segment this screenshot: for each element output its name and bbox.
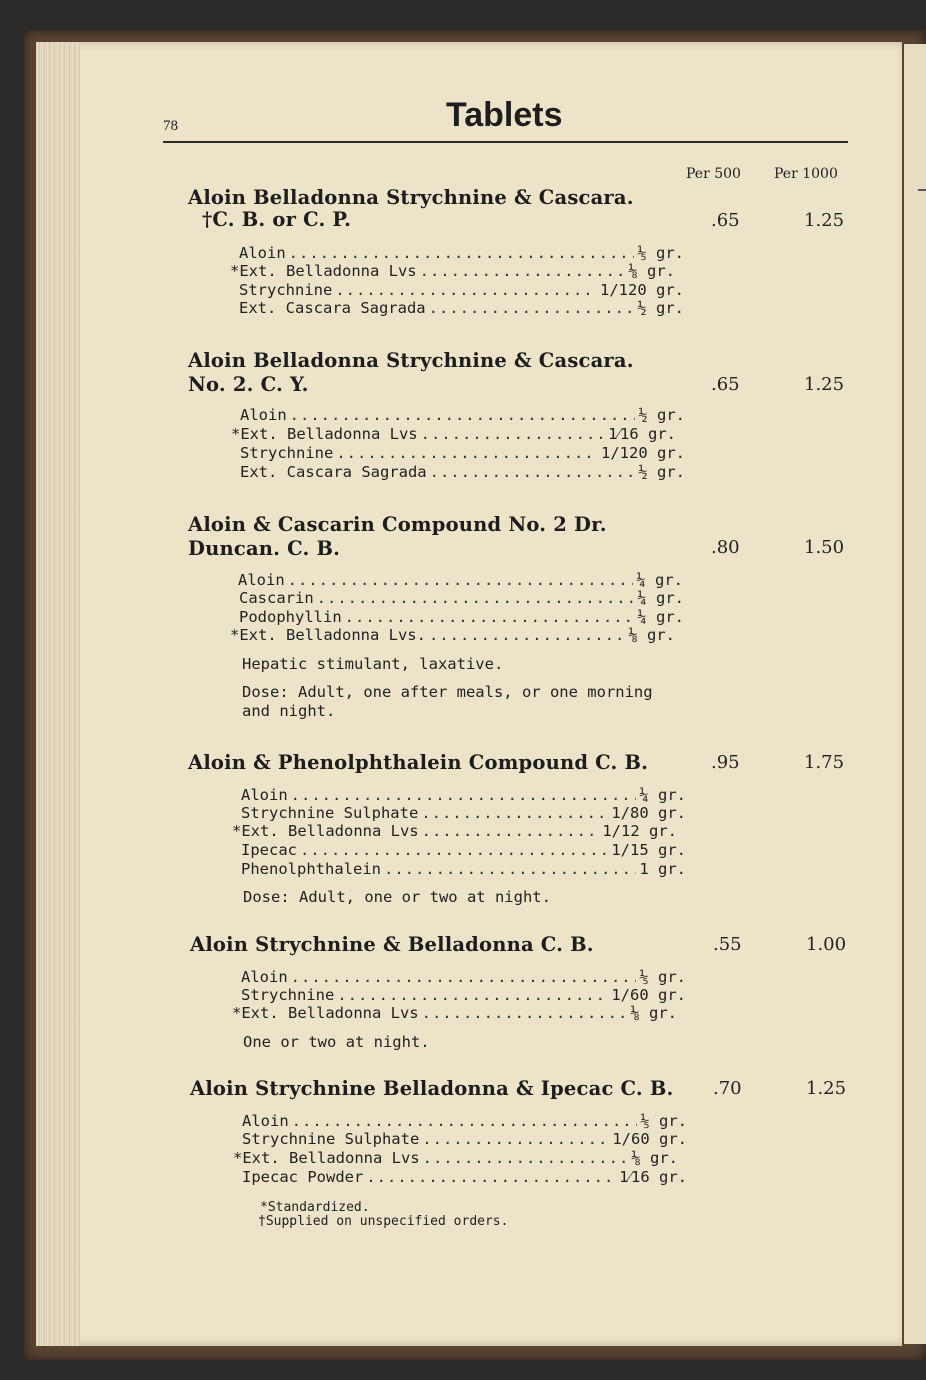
- item-note: One or two at night.: [243, 1033, 430, 1051]
- page-title: Tablets: [446, 96, 563, 134]
- ingredient-row: [230, 262, 675, 280]
- ingredient-name: *Ext. Belladonna Lvs.: [230, 626, 426, 644]
- ingredient-name: Ext. Cascara Sagrada: [239, 299, 426, 317]
- price-per-500: .65: [711, 374, 740, 395]
- ingredient-row: [232, 822, 677, 840]
- column-header-per-1000: Per 1000: [774, 166, 838, 182]
- ingredient-qty: 1/12 gr.: [602, 822, 677, 840]
- item-title: Aloin Belladonna Strychnine & Cascara.: [188, 349, 634, 372]
- ingredient-row: [241, 986, 686, 1004]
- ingredient-row: [241, 786, 686, 804]
- item-note: Hepatic stimulant, laxative.: [242, 655, 504, 673]
- item-title-line2: No. 2. C. Y.: [188, 373, 309, 396]
- price-per-500: .70: [713, 1078, 742, 1099]
- ingredient-row: [239, 608, 684, 626]
- item-title: Aloin Strychnine & Belladonna C. B.: [190, 933, 594, 956]
- ingredient-qty: ½ gr.: [638, 463, 685, 481]
- ingredient-row: [239, 244, 684, 262]
- ingredient-qty: ⅛ gr.: [631, 1149, 678, 1167]
- ingredient-name: Cascarin: [239, 589, 314, 607]
- ingredient-name: Ipecac: [241, 841, 297, 859]
- ingredient-name: Aloin: [241, 968, 288, 986]
- ingredient-name: Strychnine Sulphate: [242, 1130, 420, 1148]
- facing-page-rule: [918, 189, 926, 191]
- column-header-per-500: Per 500: [686, 166, 741, 182]
- ingredient-qty: 1 gr.: [639, 860, 686, 878]
- ingredient-row: [230, 626, 675, 644]
- ingredient-row: [241, 968, 686, 986]
- ingredient-qty: 1/60 gr.: [612, 1130, 687, 1148]
- ingredient-qty: ½ gr.: [637, 299, 684, 317]
- ingredient-name: Aloin: [242, 1112, 289, 1130]
- ingredient-name: *Ext. Belladonna Lvs: [232, 822, 419, 840]
- item-title: Aloin & Phenolphthalein Compound C. B.: [188, 751, 649, 774]
- ingredient-row: [239, 299, 684, 317]
- ingredient-qty: 1/120 gr.: [601, 444, 685, 462]
- ingredient-name: Strychnine: [239, 281, 333, 299]
- ingredient-qty: ⅕ gr.: [640, 1112, 687, 1130]
- ingredient-row: [231, 425, 676, 444]
- ingredient-qty: ⅛ gr.: [628, 262, 675, 280]
- ingredient-row: [241, 860, 686, 878]
- ingredient-name: Phenolphthalein: [241, 860, 381, 878]
- ingredient-name: Strychnine Sulphate: [241, 804, 419, 822]
- ingredient-qty: ¼ gr.: [639, 786, 686, 804]
- item-title-line2: Duncan. C. B.: [188, 537, 341, 560]
- ingredient-name: Aloin: [238, 571, 285, 589]
- ingredient-name: Podophyllin: [239, 608, 342, 626]
- ingredient-qty: 1/120 gr.: [600, 281, 684, 299]
- item-title: Aloin Belladonna Strychnine & Cascara.: [188, 186, 634, 209]
- price-per-1000: 1.25: [804, 210, 845, 231]
- price-per-1000: 1.25: [806, 1078, 847, 1099]
- item-note-dose: Dose: Adult, one or two at night.: [243, 888, 551, 906]
- ingredient-name: *Ext. Belladonna Lvs: [231, 425, 418, 443]
- price-per-500: .65: [711, 210, 740, 231]
- price-per-500: .55: [713, 934, 742, 955]
- page-gutter: [36, 42, 80, 1346]
- item-note-dose: Dose: Adult, one after meals, or one morning and night.: [242, 683, 653, 720]
- ingredient-name: Ext. Cascara Sagrada: [240, 463, 427, 481]
- ingredient-qty: 1⁄16 gr.: [619, 1168, 687, 1186]
- ingredient-qty: 1/80 gr.: [611, 804, 686, 822]
- ingredient-name: *Ext. Belladonna Lvs: [232, 1004, 419, 1022]
- ingredient-qty: 1/60 gr.: [611, 986, 686, 1004]
- ingredient-row: [240, 444, 685, 462]
- ingredient-qty: ⅛ gr.: [630, 1004, 677, 1022]
- ingredient-qty: ¼ gr.: [636, 571, 683, 589]
- price-per-500: .95: [711, 752, 740, 773]
- item-title: Aloin Strychnine Belladonna & Ipecac C. B.: [190, 1077, 674, 1100]
- ingredient-name: *Ext. Belladonna Lvs: [233, 1149, 420, 1167]
- facing-page-edge: [904, 44, 926, 1344]
- price-per-500: .80: [711, 537, 740, 558]
- ingredient-qty: 1/15 gr.: [611, 841, 686, 859]
- ingredient-qty: ⅛ gr.: [628, 626, 675, 644]
- ingredient-row: [242, 1168, 687, 1187]
- ingredient-name: Aloin: [239, 244, 286, 262]
- ingredient-name: Aloin: [240, 406, 287, 424]
- ingredient-qty: ½ gr.: [638, 406, 685, 424]
- ingredient-name: *Ext. Belladonna Lvs: [230, 262, 417, 280]
- ingredient-row: [232, 1004, 677, 1022]
- ingredient-row: [239, 281, 684, 299]
- ingredient-row: [242, 1130, 687, 1148]
- ingredient-qty: ¼ gr.: [637, 608, 684, 626]
- ingredient-row: [241, 804, 686, 822]
- footnote-supplied: †Supplied on unspecified orders.: [258, 1214, 509, 1229]
- ingredient-row: [242, 1112, 687, 1130]
- price-per-1000: 1.00: [806, 934, 847, 955]
- price-per-1000: 1.75: [804, 752, 845, 773]
- ingredient-name: Ipecac Powder: [242, 1168, 364, 1186]
- ingredient-name: Strychnine: [240, 444, 334, 462]
- ingredient-row: [240, 406, 685, 424]
- footnote-standardized: *Standardized.: [260, 1200, 370, 1215]
- ingredient-row: [241, 841, 686, 859]
- ingredient-qty: ⅕ gr.: [639, 968, 686, 986]
- price-per-1000: 1.50: [804, 537, 845, 558]
- page-number: 78: [163, 118, 178, 134]
- ingredient-qty: ⅕ gr.: [637, 244, 684, 262]
- ingredient-qty: 1⁄16 gr.: [608, 425, 676, 443]
- ingredient-row: [238, 571, 683, 589]
- header-rule: [163, 141, 848, 143]
- ingredient-name: Strychnine: [241, 986, 335, 1004]
- item-title: Aloin & Cascarin Compound No. 2 Dr.: [188, 513, 607, 536]
- item-title-line2: †C. B. or C. P.: [202, 208, 352, 231]
- ingredient-row: [233, 1149, 678, 1167]
- ingredient-name: Aloin: [241, 786, 288, 804]
- ingredient-row: [239, 589, 684, 607]
- price-per-1000: 1.25: [804, 374, 845, 395]
- ingredient-qty: ¼ gr.: [637, 589, 684, 607]
- ingredient-row: [240, 463, 685, 481]
